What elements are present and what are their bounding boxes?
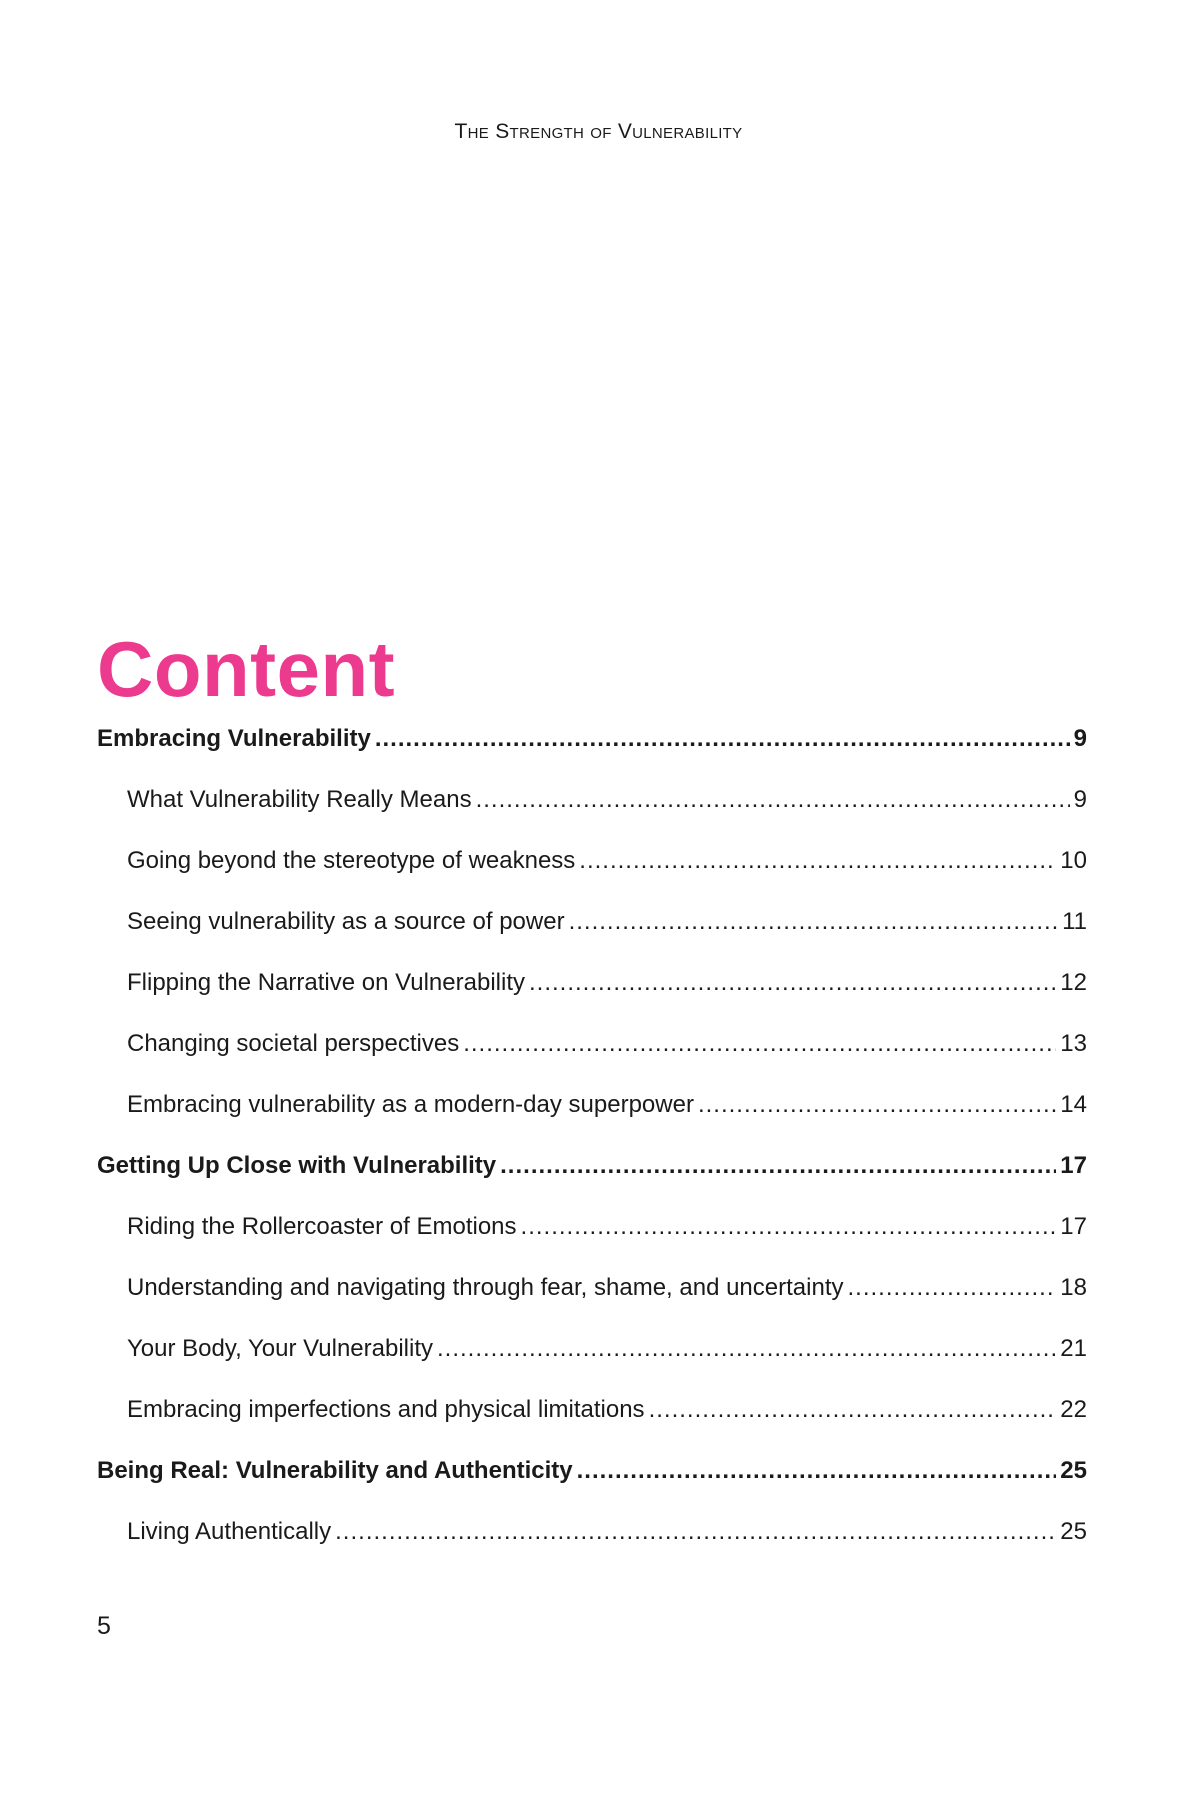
toc-dot-leader (375, 725, 1070, 753)
toc-section-entry[interactable] (97, 1213, 1087, 1274)
toc-section-entry[interactable] (97, 1396, 1087, 1457)
toc-dot-leader (335, 1518, 1056, 1546)
toc-section-entry[interactable] (97, 1030, 1087, 1091)
toc-chapter-entry[interactable] (97, 1457, 1087, 1518)
toc-section-entry[interactable] (97, 1518, 1087, 1579)
toc-dot-leader (649, 1396, 1057, 1424)
toc-dot-leader (463, 1030, 1056, 1058)
toc-dot-leader (529, 969, 1056, 997)
toc-entry-page: 25 (1060, 1457, 1087, 1484)
toc-chapter-entry[interactable] (97, 1152, 1087, 1213)
toc-dot-leader (476, 786, 1070, 814)
toc-entry-label: Flipping the Narrative on Vulnerability (127, 969, 525, 996)
toc-entry-page: 9 (1073, 725, 1087, 752)
toc-chapter-entry[interactable] (97, 725, 1087, 786)
toc-dot-leader (577, 1457, 1057, 1485)
toc-entry-label: Your Body, Your Vulnerability (127, 1335, 433, 1362)
toc-entry-page: 13 (1060, 1030, 1087, 1057)
toc-entry-page: 9 (1073, 786, 1087, 813)
toc-entry-label: Getting Up Close with Vulnerability (97, 1152, 497, 1179)
toc-section-entry[interactable] (97, 1091, 1087, 1152)
toc-entry-label: Living Authentically (127, 1518, 332, 1545)
toc-entry-page: 14 (1060, 1091, 1087, 1118)
toc-section-entry[interactable] (97, 969, 1087, 1030)
table-of-contents (97, 725, 1087, 1579)
toc-entry-label: Embracing Vulnerability (97, 725, 371, 752)
toc-entry-page: 17 (1060, 1152, 1087, 1179)
toc-dot-leader (521, 1213, 1057, 1241)
running-header: The Strength of Vulnerability (454, 120, 743, 143)
toc-dot-leader (579, 847, 1056, 875)
toc-entry-page: 12 (1060, 969, 1087, 996)
toc-entry-page: 21 (1060, 1335, 1087, 1362)
toc-entry-label: Being Real: Vulnerability and Authenticity (97, 1457, 573, 1484)
toc-entry-label: Going beyond the stereotype of weakness (127, 847, 576, 874)
toc-entry-label: What Vulnerability Really Means (127, 786, 472, 813)
toc-entry-page: 22 (1060, 1396, 1087, 1423)
toc-dot-leader (698, 1091, 1056, 1119)
page-number: 5 (97, 1612, 111, 1640)
toc-entry-label: Riding the Rollercoaster of Emotions (127, 1213, 517, 1240)
toc-dot-leader (847, 1274, 1056, 1302)
page-title: Content (97, 625, 396, 714)
toc-section-entry[interactable] (97, 1335, 1087, 1396)
toc-entry-label: Changing societal perspectives (127, 1030, 460, 1057)
toc-section-entry[interactable] (97, 908, 1087, 969)
toc-entry-page: 18 (1060, 1274, 1087, 1301)
toc-dot-leader (569, 908, 1059, 936)
toc-entry-page: 10 (1060, 847, 1087, 874)
toc-entry-page: 25 (1060, 1518, 1087, 1545)
toc-dot-leader (437, 1335, 1056, 1363)
toc-section-entry[interactable] (97, 1274, 1087, 1335)
toc-section-entry[interactable] (97, 847, 1087, 908)
toc-entry-label: Embracing imperfections and physical limitations (127, 1396, 645, 1423)
toc-dot-leader (500, 1152, 1056, 1180)
toc-entry-label: Embracing vulnerability as a modern-day superpower (127, 1091, 694, 1118)
toc-entry-label: Seeing vulnerability as a source of power (127, 908, 565, 935)
toc-entry-page: 11 (1062, 908, 1087, 935)
toc-entry-page: 17 (1060, 1213, 1087, 1240)
toc-entry-label: Understanding and navigating through fear, shame, and uncertainty (127, 1274, 844, 1301)
toc-section-entry[interactable] (97, 786, 1087, 847)
